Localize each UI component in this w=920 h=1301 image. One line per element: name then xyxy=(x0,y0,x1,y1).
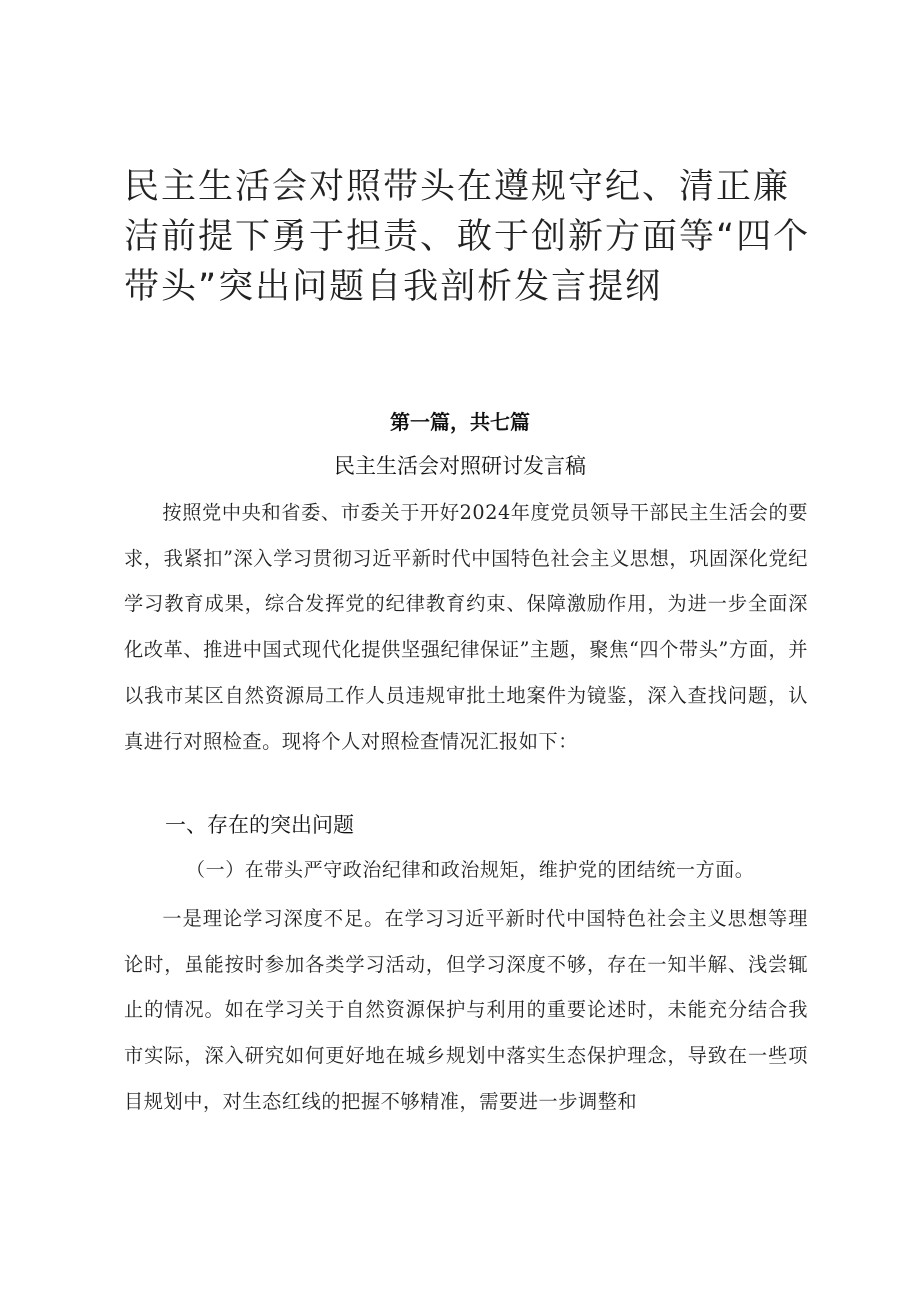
intro-paragraph: 按照党中央和省委、市委关于开好2024年度党员领导干部民主生活会的要求，我紧扣”深入学习贯彻习近平新时代中国特色社会主义思想，巩固深化党纪学习教育成果，综合发挥党的纪律教育约束、保障激励作用，为进一步全面深化改革、推进中国式现代化提供坚强纪律保证”主题，聚焦“四个带头”方面，并以我市某区自然资源局工作人员违规审批土地案件为镜鉴，深入查找问题，认真进行对照检查。现将个人对照检查情况汇报如下： xyxy=(124,501,808,753)
subsection-heading: （一）在带头严守政治纪律和政治规矩，维护党的团结统一方面。 xyxy=(186,859,755,881)
part-label: 第一篇，共七篇 xyxy=(390,410,530,434)
document-title: 民主生活会对照带头在遵规守纪、清正廉洁前提下勇于担责、敢于创新方面等“四个带头”突出问题自我剖析发言提纲 xyxy=(124,167,811,307)
section-heading: 一、存在的突出问题 xyxy=(165,813,354,837)
point-paragraph: 一是理论学习深度不足。在学习习近平新时代中国特色社会主义思想等理论时，虽能按时参加各类学习活动，但学习深度不够，存在一知半解、浅尝辄止的情况。如在学习关于自然资源保护与利用的重要论述时，未能充分结合我市实际，深入研究如何更好地在城乡规划中落实生态保护理念，导致在一些项目规划中，对生态红线的把握不够精准，需要进一步调整和 xyxy=(124,907,808,1113)
speech-subtitle: 民主生活会对照研讨发言稿 xyxy=(334,454,586,478)
